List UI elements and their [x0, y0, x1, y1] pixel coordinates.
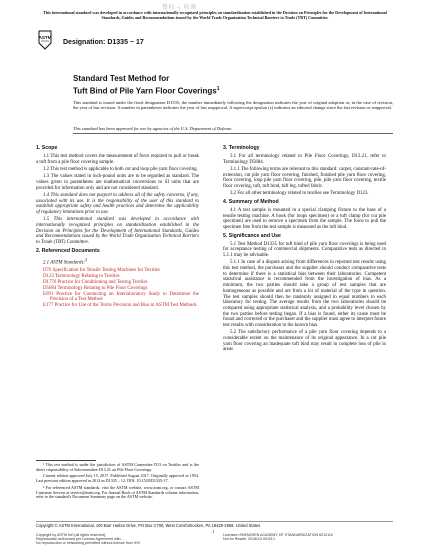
- reference-link[interactable]: E691: [43, 291, 54, 297]
- paragraph: 5.1 Test Method D1335 for tuft bind of pile yarn floor coverings is being used for acceptance testing of commercial shipments. Comparative tests as directed in 5.1.1 may be advisable.: [223, 241, 386, 258]
- footnote: ¹ This test method is under the jurisdiction of ASTM Committee D13 on Textiles and is the direct responsibility of Subcommittee D13.21 on Pile Floor Coverings.: [36, 462, 199, 472]
- reference-link[interactable]: D123: [43, 273, 54, 279]
- title-line-2: Tuft Bind of Pile Yarn Floor Coverings$^1$: [73, 86, 220, 96]
- footnotes: [36, 463, 199, 502]
- right-column: [223, 143, 386, 355]
- paragraph: 1.4 This standard does not purport to address all of the safety concerns, if any, associated with its use. It is the responsibility of the user of this standard to establish appropriate safety and health practices and determine the applicability of regulatory limitations prior to use.: [36, 192, 199, 215]
- reference-item: D123 Terminology Relating to Textiles: [43, 273, 120, 279]
- reference-link[interactable]: D76: [43, 267, 52, 273]
- section-heading: 1. Scope: [36, 145, 58, 151]
- section-heading: 4. Summary of Method: [223, 199, 279, 205]
- paragraph: 1.5 This international standard was developed in accordance with internationally recognized principles on standardization established in the Decision on Principles for the Development of International Standards, Guides and Recommendations issued by the World Trade Organization Technical Barriers to Trade (TBT) Committee.: [36, 217, 199, 246]
- designation: Designation: D1335 − 17: [63, 39, 144, 46]
- footnote-divider: [36, 460, 96, 461]
- section-heading: 5. Significance and Use: [223, 232, 281, 239]
- footer-divider: [36, 521, 393, 522]
- top-notice: This international standard was developed in accordance with internationally recognized principles on standardization established in the Decision on Principles for the Development of International Standards, Guides and Recommendations issued by the World Trade Organization Technical Barriers to Trade (TBT) Committee.: [43, 10, 387, 20]
- paragraph: 5.1.1 In case of a dispute arising from differences in reported test results using this test method, the purchaser and the supplier should conduct comparative tests to determine if there is a statistical bias between their laboratories. Competent statistical assistance is recommended from the investigation of bias. As a minimum, the two parties should take a group of test samples that are homogeneous as possible and are from a lot of material of the type in question. The test samples should then be randomly assigned in equal numbers to each laboratory for testing. The average results from the two laboratories should be compared using appropriate statistical analysis, and a probability level chosen by the two parties before testing began. If a bias is found, either its cause must be found and corrected or the purchaser and the supplier must agree to interpret future test results with consideration to the known bias.: [223, 260, 386, 329]
- reference-item: E177 Practice for Use of the Terms Precision and Bias in ASTM Test Methods: [43, 303, 197, 309]
- footnote: Current edition approved July 15, 2017. Published August 2017. Originally approved in 1954. Last previous edition approved in 2012 as D1335 – 12. DOI: 10.1520/D1335-17.: [36, 473, 199, 484]
- reference-item: D76 Specification for Tensile Testing Machines for Textiles: [43, 267, 160, 273]
- svg-text:ASTM: ASTM: [38, 35, 52, 40]
- left-column: [36, 143, 199, 309]
- paragraph: 1.1 This test method covers the measurement of force required to pull or break a tuft from a pile floor covering sample.: [36, 153, 199, 165]
- reference-link[interactable]: D5684: [43, 285, 57, 291]
- paragraph: 3.2 For all other terminology related to textiles see Terminology D123.: [230, 191, 369, 197]
- reference-item: E691 Practice for Conducting an Interlaboratory Study to Determine the Precision of a Test Method: [43, 291, 199, 303]
- paragraph: 2.1 ASTM Standards:$^2$: [43, 256, 88, 266]
- paragraph: 1.3 The values stated in inch-pound units are to be regarded as standard. The values given in parentheses are mathematical conversions to SI units that are provided for information only and are not considered standard.: [36, 174, 199, 191]
- reference-item: D5684 Terminology Relating to Pile Floor Coverings: [43, 285, 148, 291]
- paragraph: 3.1.1 The following terms are relevant to this standard: carpet, constant-rate-of-extension, cut pile yarn floor covering, finished, finished pile yarn floor covering, floor covering, loop pile yarn floor covering, pile, pile yarn floor covering, textile floor covering, tuft, tuft bind, tuft leg, tufted fabric.: [223, 166, 386, 189]
- header-divider: [73, 133, 393, 134]
- section-heading: 2. Referenced Documents: [36, 247, 100, 254]
- paragraph: 4.1 A test sample is mounted in a special clamping fixture to the base of a tensile testing machine. A hook (for loops specimen) or a tuft clamp (for cut pile specimen) are used to remove a specimen from the sample. The force to pull the specimen free from the test sample is measured as the tuft bind.: [223, 207, 386, 230]
- title-line-1: Standard Test Method for: [73, 74, 170, 83]
- paragraph: 3.1 For all terminology related to Pile Floor Coverings, D13.21, refer to Terminology D5684.: [223, 153, 386, 165]
- footnote: ² For referenced ASTM standards, visit the ASTM website, www.astm.org, or contact ASTM Customer Service at service@astm.org. For Annual Book of ASTM Standards volume information, refer to the standard's Document Summary page on the ASTM website.: [36, 484, 199, 500]
- license-left: Copyright by ASTM Int'l (all rights reserved); Reproduction authorized per License Agreement with ... No reproduction or networking permitted without license from IHS: [36, 533, 140, 546]
- copyright: Copyright © ASTM International, 100 Barr Harbor Drive, PO Box C700, West Conshohocken, PA 19428-2959. United States: [36, 523, 261, 528]
- section-heading: 3. Terminology: [223, 145, 260, 151]
- reference-item: D1776 Practice for Conditioning and Testing Textiles: [43, 279, 148, 285]
- reference-link[interactable]: D1776: [43, 279, 57, 285]
- paragraph: 5.2 The satisfactory performance of a pile yarn floor covering depends to a considerable extent on the maintenance of its original appearance. In a cut pile yarn floor covering an inadequate tuft bind may result in complete loss of pile in areas: [223, 330, 386, 353]
- reference-link[interactable]: E177: [43, 303, 54, 309]
- paragraph: 1.2 This test method is applicable to both cut and loop pile yarn floor covering.: [43, 166, 198, 172]
- page-number: 1: [212, 529, 215, 534]
- reference-list: [36, 268, 199, 309]
- issued-note: This standard is issued under the fixed designation D1335; the number immediately following the designation indicates the year of original adoption or, in the case of revision, the year of last revision. A number in parentheses indicates the year of last reapproval. A superscript epsilon (ε) indicates an editorial change since the last revision or reapproval.: [73, 100, 393, 111]
- watermark: 鲁标 ┐ 标准: [162, 5, 197, 11]
- approved-note: This standard has been approved for use by agencies of the U.S. Department of Defense.: [73, 126, 233, 131]
- license-right: Licensee=SHENZHEN ACADEMY OF STANDARDIZATION 6012110 Not for Resale, 2018/1/3 09:53:1: [223, 533, 333, 542]
- document-title: [73, 74, 220, 97]
- astm-logo-icon: [37, 30, 53, 50]
